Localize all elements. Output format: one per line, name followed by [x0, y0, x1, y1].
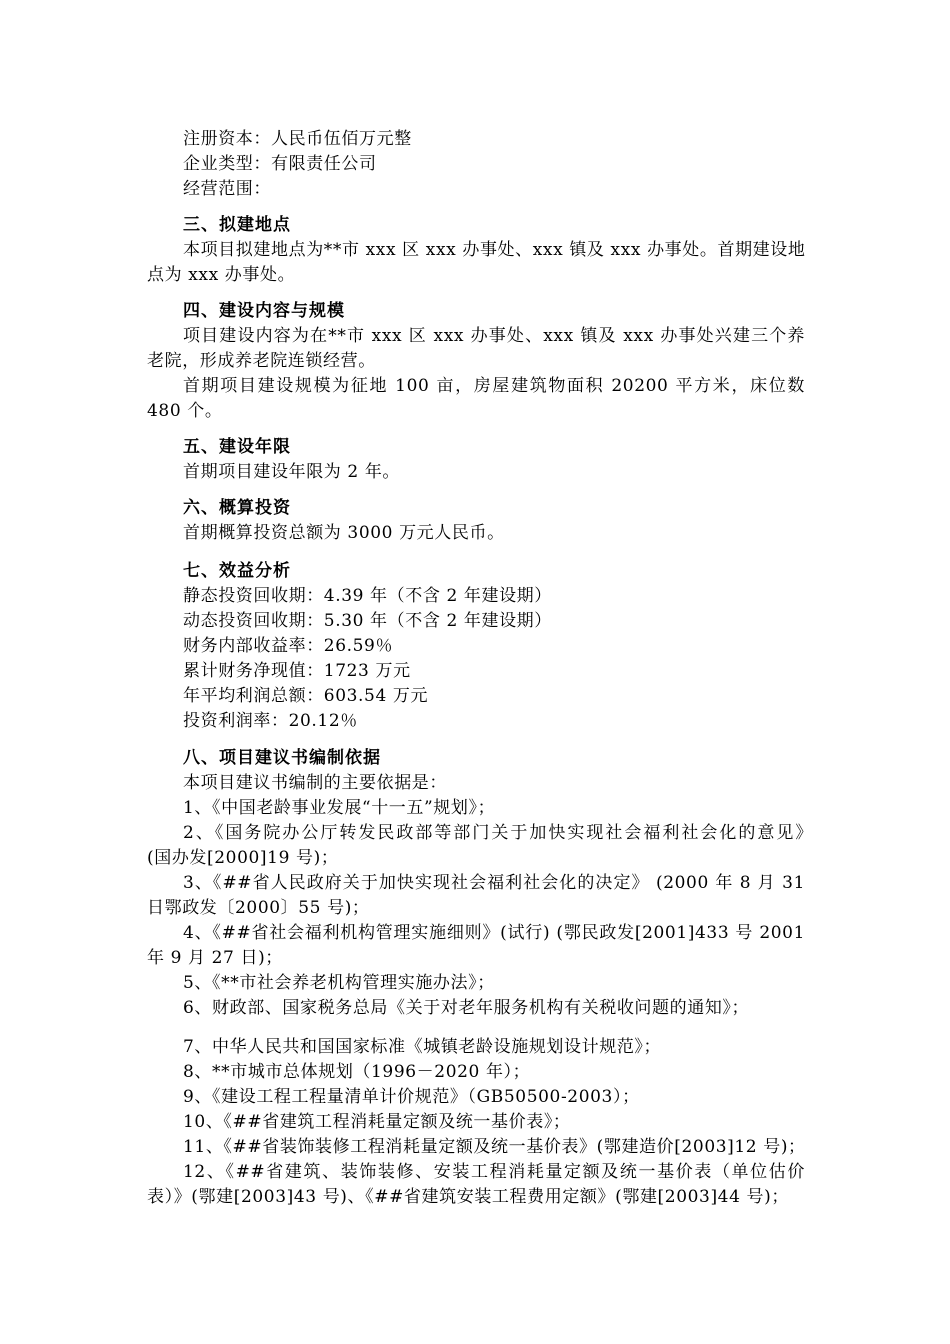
section-4-paragraph-2-line-2: 480 个。 — [147, 401, 223, 421]
section-8-heading: 八、项目建议书编制依据 — [183, 748, 381, 768]
section-3-paragraph-line-2: 点为 xxx 办事处。 — [147, 265, 296, 285]
benefit-item: 财务内部收益率：26.59％ — [183, 636, 394, 656]
benefit-item: 动态投资回收期：5.30 年（不含 2 年建设期） — [183, 611, 552, 631]
reference-item: 5、《**市社会养老机构管理实施办法》； — [183, 973, 495, 993]
business-scope: 经营范围： — [183, 179, 271, 199]
registered-capital: 注册资本：人民币伍佰万元整 — [183, 129, 412, 149]
reference-item: 3、《##省人民政府关于加快实现社会福利社会化的决定》 (2000 年 8 月 31 — [183, 873, 805, 893]
reference-item: 7、中华人民共和国国家标准《城镇老龄设施规划设计规范》； — [183, 1037, 662, 1057]
section-4-heading: 四、建设内容与规模 — [183, 301, 345, 321]
reference-item: 1、《中国老龄事业发展“十一五”规划》； — [183, 798, 496, 818]
reference-item: 10、《##省建筑工程消耗量定额及统一基价表》； — [183, 1112, 571, 1132]
benefit-item: 累计财务净现值：1723 万元 — [183, 661, 411, 681]
reference-item: 8、**市城市总体规划（1996－2020 年）； — [183, 1062, 531, 1082]
section-5-heading: 五、建设年限 — [183, 437, 291, 457]
section-3-heading: 三、拟建地点 — [183, 215, 291, 235]
reference-item: 4、《##省社会福利机构管理实施细则》(试行) (鄂民政发[2001]433 号 2001 — [183, 923, 805, 943]
reference-item-continuation: 表）》(鄂建[2003]43 号)、《##省建筑安装工程费用定额》(鄂建[2003]44 号)； — [147, 1187, 789, 1207]
reference-item: 12、《##省建筑、装饰装修、安装工程消耗量定额及统一基价表（单位估价 — [183, 1162, 805, 1182]
company-type: 企业类型：有限责任公司 — [183, 154, 377, 174]
benefit-item: 投资利润率：20.12％ — [183, 711, 358, 731]
section-5-paragraph: 首期项目建设年限为 2 年。 — [183, 462, 401, 482]
reference-item-continuation: 日鄂政发〔2000〕55 号)； — [147, 898, 370, 918]
reference-item: 2、《国务院办公厅转发民政部等部门关于加快实现社会福利社会化的意见》 — [183, 823, 813, 843]
section-6-paragraph: 首期概算投资总额为 3000 万元人民币。 — [183, 523, 505, 543]
section-8-intro: 本项目建议书编制的主要依据是： — [183, 773, 447, 793]
section-4-paragraph-1-line-2: 老院，形成养老院连锁经营。 — [147, 351, 376, 371]
section-4-paragraph-2-line-1: 首期项目建设规模为征地 100 亩，房屋建筑物面积 20200 平方米，床位数 — [183, 376, 805, 396]
reference-item-continuation: (国办发[2000]19 号)； — [147, 848, 339, 868]
section-4-paragraph-1-line-1: 项目建设内容为在**市 xxx 区 xxx 办事处、xxx 镇及 xxx 办事处兴建三个养 — [183, 326, 805, 346]
section-7-heading: 七、效益分析 — [183, 561, 291, 581]
reference-item: 11、《##省装饰装修工程消耗量定额及统一基价表》(鄂建造价[2003]12 号)； — [183, 1137, 806, 1157]
section-3-paragraph-line-1: 本项目拟建地点为**市 xxx 区 xxx 办事处、xxx 镇及 xxx 办事处。首期建设地 — [183, 240, 806, 260]
reference-item: 6、财政部、国家税务总局《关于对老年服务机构有关税收问题的通知》； — [183, 998, 750, 1018]
benefit-item: 静态投资回收期：4.39 年（不含 2 年建设期） — [183, 586, 552, 606]
benefit-item: 年平均利润总额：603.54 万元 — [183, 686, 429, 706]
reference-item-continuation: 年 9 月 27 日)； — [147, 948, 283, 968]
reference-item: 9、《建设工程工程量清单计价规范》（GB50500-2003）； — [183, 1087, 640, 1107]
section-6-heading: 六、概算投资 — [183, 498, 291, 518]
